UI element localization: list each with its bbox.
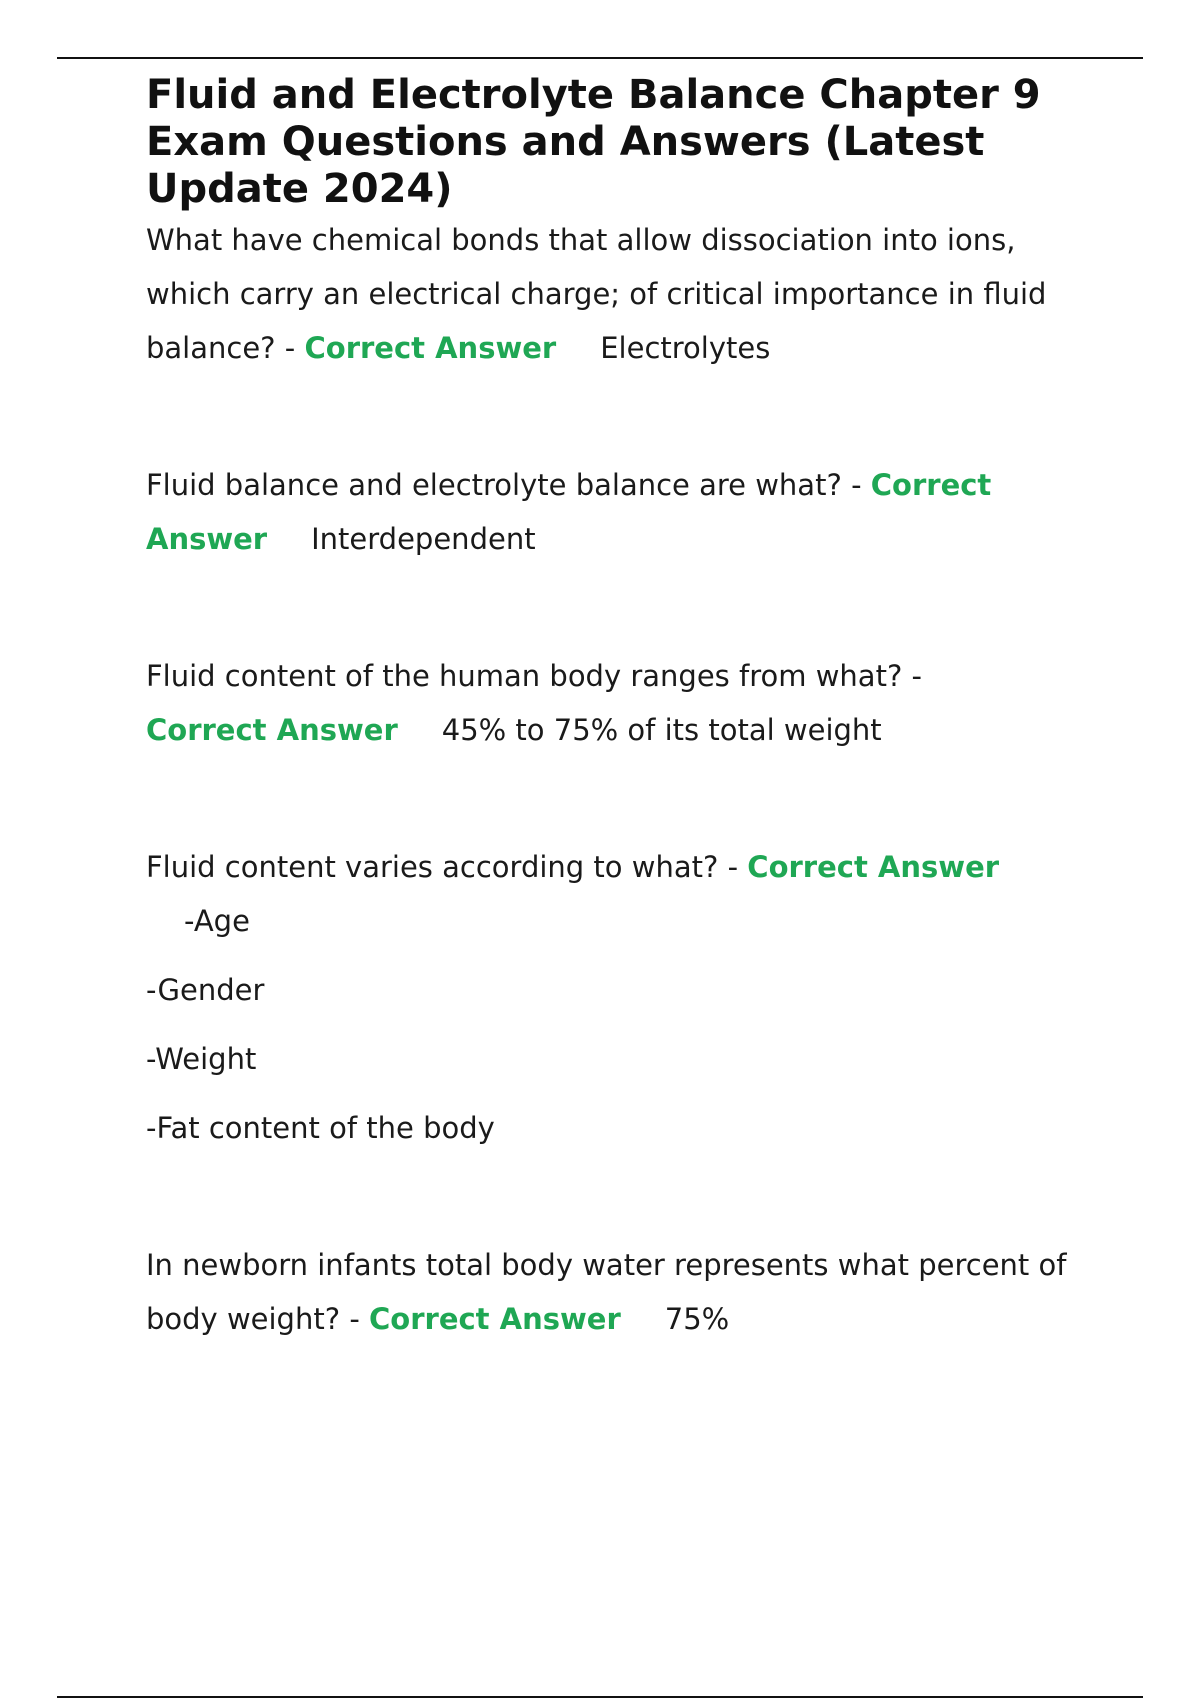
- separator: -: [902, 659, 923, 693]
- question-text: Fluid content of the human body ranges from what?: [146, 659, 903, 693]
- answer-list-item: -Gender: [146, 973, 265, 1007]
- qa-item-1: [146, 213, 1106, 375]
- qa-item-3: [146, 649, 1106, 757]
- qa-item-5: [146, 1238, 1106, 1346]
- correct-answer-label: Correct Answer: [747, 850, 1000, 884]
- answer-text: 45% to 75% of its total weight: [441, 713, 882, 747]
- qa-item-4: [146, 840, 1106, 1155]
- answer-text: 75%: [664, 1302, 730, 1336]
- document-title: Fluid and Electrolyte Balance Chapter 9 Exam Questions and Answers (Latest Update 2024): [146, 72, 1041, 212]
- separator: -: [275, 331, 305, 365]
- answer-list-item: -Weight: [146, 1042, 257, 1076]
- separator: -: [718, 850, 748, 884]
- bottom-rule: [57, 1696, 1143, 1698]
- answer-text: Interdependent: [311, 522, 536, 556]
- question-text: What have chemical bonds that allow dissociation into ions, which carry an electrical charge; of critical importance in fluid balance?: [146, 223, 1047, 365]
- correct-answer-label: Correct Answer: [304, 331, 557, 365]
- answer-list-item: -Fat content of the body: [146, 1111, 495, 1145]
- separator: -: [841, 468, 871, 502]
- document-body: [146, 72, 1106, 1346]
- correct-answer-label: Correct Answer: [146, 468, 992, 556]
- separator: -: [340, 1302, 370, 1336]
- correct-answer-label: Correct Answer: [369, 1302, 621, 1336]
- correct-answer-label: Correct Answer: [146, 713, 398, 747]
- top-rule: [57, 57, 1143, 59]
- answer-text: Electrolytes: [600, 331, 771, 365]
- question-text: Fluid balance and electrolyte balance are what?: [146, 468, 842, 502]
- qa-item-2: [146, 458, 1106, 566]
- answer-list-item: -Age: [184, 904, 250, 938]
- question-text: Fluid content varies according to what?: [146, 850, 719, 884]
- question-text: In newborn infants total body water represents what percent of body weight?: [146, 1248, 1067, 1336]
